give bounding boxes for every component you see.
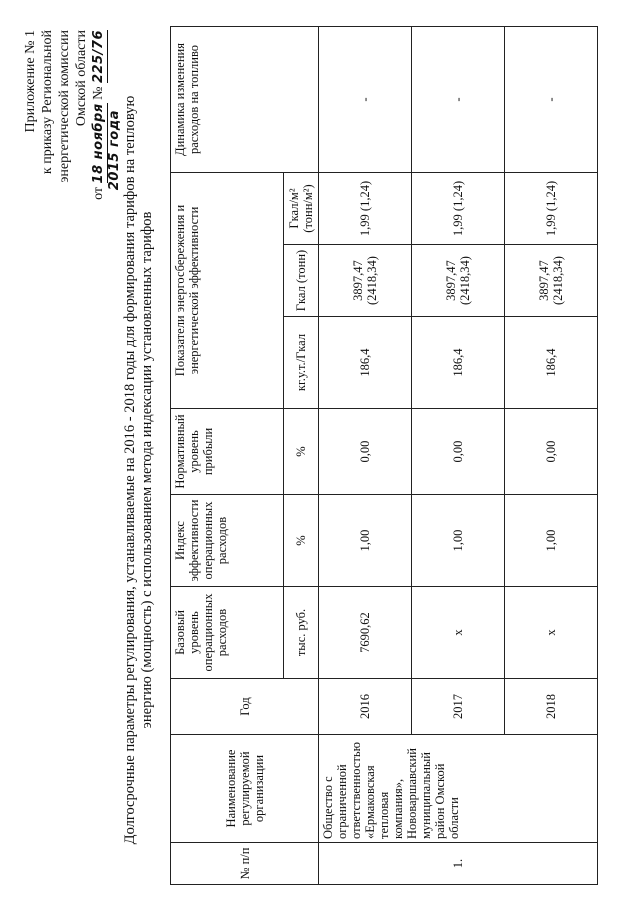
unit-fuel-rate: кг.у.т./Гкал — [284, 317, 319, 409]
handwritten-year: 2015 года — [107, 110, 122, 191]
header-year: Год — [171, 679, 319, 735]
appendix-title: Приложение № 1 — [23, 30, 38, 133]
unit-losses: Гкал (тонн) — [284, 245, 319, 317]
cell-profit-level: 0,00 — [319, 409, 412, 495]
cell-efficiency-index: 1,00 — [319, 495, 412, 587]
cell-year: 2018 — [505, 679, 598, 735]
cell-fuel-rate: 186,4 — [505, 317, 598, 409]
cell-losses: 3897,47 (2418,34) — [412, 245, 505, 317]
handwritten-order-number: 225/76 — [91, 30, 106, 83]
cell-base-level: х — [505, 587, 598, 679]
cell-fuel-dynamics: - — [505, 26, 598, 172]
header-fuel-dynamics: Динамика изменения расходов на топливо — [171, 26, 319, 172]
header-profit-level: Нормативный уровень прибыли — [171, 409, 284, 495]
cell-specific: 1,99 (1,24) — [412, 172, 505, 244]
unit-profit-level: % — [284, 409, 319, 495]
parameters-table — [170, 26, 598, 885]
cell-fuel-rate: 186,4 — [319, 317, 412, 409]
header-energy-indicators: Показатели энергосбережения и энергетической эффективности — [171, 172, 284, 408]
header-efficiency-index: Индекс эффективности операционных расходов — [171, 495, 284, 587]
cell-specific: 1,99 (1,24) — [319, 172, 412, 244]
organization-name: Общество с ограниченной ответственностью «Ермаковская тепловая компания», Нововаршавский муниципальный район Омской области — [319, 735, 598, 843]
row-number: 1. — [319, 843, 598, 885]
header-row — [171, 26, 284, 884]
number-label: № — [91, 86, 106, 100]
cell-year: 2017 — [412, 679, 505, 735]
cell-base-level: х — [412, 587, 505, 679]
title-line-2: энергию (мощность) с использованием метода индексации установленных тарифов — [139, 211, 155, 729]
cell-base-level: 7690,62 — [319, 587, 412, 679]
cell-losses: 3897,47 (2418,34) — [319, 245, 412, 317]
unit-specific: Гкал/м² (тонн/м²) — [284, 172, 319, 244]
from-label: от — [91, 186, 106, 200]
appendix-order-line: к приказу Региональной — [40, 30, 55, 175]
header-organization: Наименование регулируемой организации — [171, 735, 319, 843]
cell-year: 2016 — [319, 679, 412, 735]
appendix-commission-line: энергетической комиссии — [57, 30, 72, 183]
cell-fuel-rate: 186,4 — [412, 317, 505, 409]
cell-efficiency-index: 1,00 — [505, 495, 598, 587]
cell-losses: 3897,47 (2418,34) — [505, 245, 598, 317]
appendix-region-line: Омской области — [74, 30, 89, 127]
header-base-level: Базовый уровень операционных расходов — [171, 587, 284, 679]
appendix-header — [22, 30, 123, 260]
cell-specific: 1,99 (1,24) — [505, 172, 598, 244]
title-line-1: Долгосрочные параметры регулирования, устанавливаемые на 2016 - 2018 годы для формирования тарифов на тепловую — [122, 95, 138, 845]
handwritten-date: 18 ноября — [91, 103, 106, 184]
document-title — [122, 55, 156, 885]
table-row — [319, 26, 412, 884]
cell-profit-level: 0,00 — [505, 409, 598, 495]
cell-fuel-dynamics: - — [319, 26, 412, 172]
cell-fuel-dynamics: - — [412, 26, 505, 172]
cell-efficiency-index: 1,00 — [412, 495, 505, 587]
document-page — [10, 18, 630, 893]
unit-base-level: тыс. руб. — [284, 587, 319, 679]
cell-profit-level: 0,00 — [412, 409, 505, 495]
unit-efficiency-index: % — [284, 495, 319, 587]
header-num: № п/п — [171, 843, 319, 885]
